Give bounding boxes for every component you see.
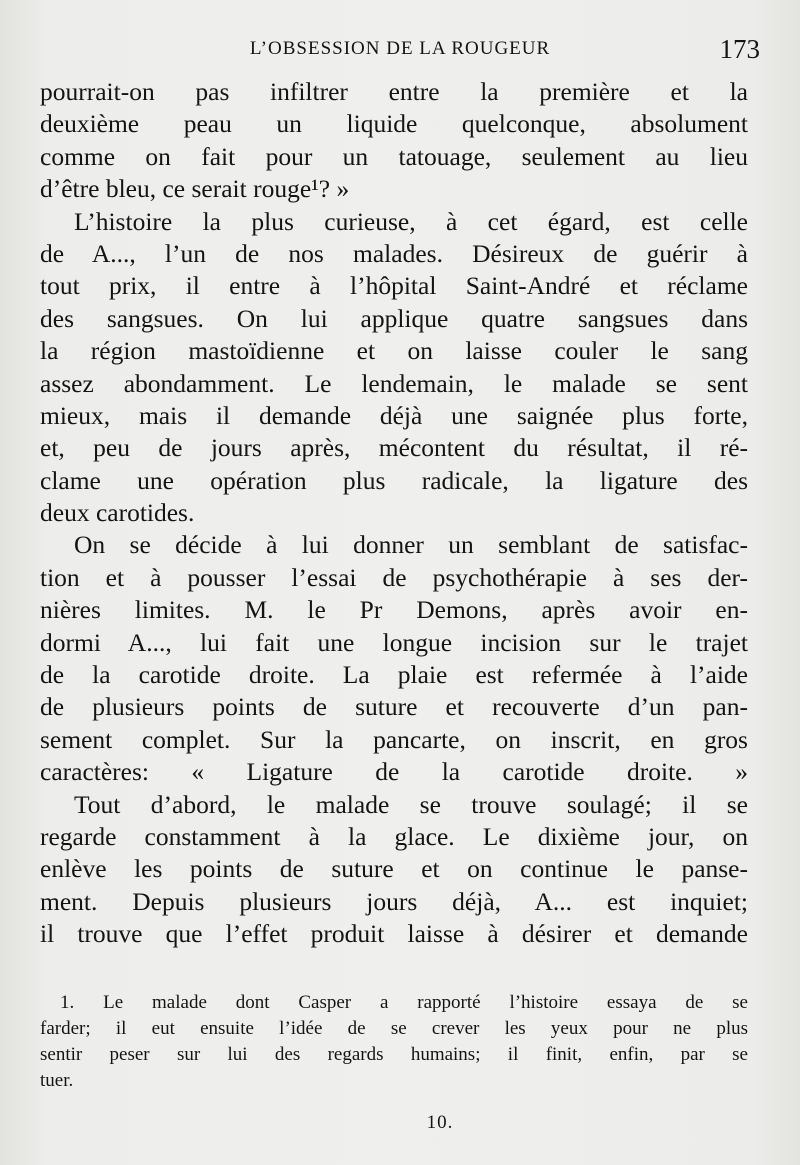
text-line: caractères: « Ligature de la carotide droite. » bbox=[40, 757, 748, 787]
signature-mark: 10. bbox=[426, 1112, 454, 1133]
footnote-line: farder; il eut ensuite l’idée de se crever les yeux pour ne plus bbox=[40, 1018, 748, 1039]
footnote-line: 1. Le malade dont Casper a rapporté l’histoire essaya de se bbox=[60, 992, 748, 1013]
text-line: la région mastoïdienne et on laisse couler le sang bbox=[40, 336, 748, 366]
body-text bbox=[40, 76, 748, 951]
text-line: tout prix, il entre à l’hôpital Saint-André et réclame bbox=[40, 271, 748, 301]
text-line: dormi A..., lui fait une longue incision sur le trajet bbox=[40, 627, 748, 657]
text-line: regarde constamment à la glace. Le dixième jour, on bbox=[40, 821, 748, 851]
running-title: L’OBSESSION DE LA ROUGEUR bbox=[249, 38, 551, 59]
paragraph-first-line: Tout d’abord, le malade se trouve soulagé; il se bbox=[74, 789, 748, 819]
footnotes bbox=[40, 990, 748, 1094]
page-number: 173 bbox=[719, 34, 760, 64]
text-line: clame une opération plus radicale, la ligature des bbox=[40, 465, 748, 495]
running-head bbox=[40, 36, 760, 66]
text-line: ment. Depuis plusieurs jours déjà, A... est inquiet; bbox=[40, 886, 748, 916]
text-line: sement complet. Sur la pancarte, on inscrit, en gros bbox=[40, 724, 748, 754]
footnote-line: tuer. bbox=[40, 1070, 74, 1091]
text-line: mieux, mais il demande déjà une saignée plus forte, bbox=[40, 400, 748, 430]
text-line: nières limites. M. le Pr Demons, après avoir en- bbox=[40, 595, 748, 625]
text-line: et, peu de jours après, mécontent du résultat, il ré- bbox=[40, 433, 748, 463]
paragraph-first-line: L’histoire la plus curieuse, à cet égard, est celle bbox=[74, 206, 748, 236]
text-line: comme on fait pour un tatouage, seulement au lieu bbox=[40, 141, 748, 171]
text-line: deux carotides. bbox=[40, 498, 195, 528]
text-line: d’être bleu, ce serait rouge¹? » bbox=[40, 174, 350, 204]
text-line: il trouve que l’effet produit laisse à désirer et demande bbox=[40, 919, 748, 949]
text-line: enlève les points de suture et on continue le panse- bbox=[40, 854, 748, 884]
text-line: de la carotide droite. La plaie est refermée à l’aide bbox=[40, 660, 748, 690]
text-line: assez abondamment. Le lendemain, le malade se sent bbox=[40, 368, 748, 398]
text-line: pourrait-on pas infiltrer entre la première et la bbox=[40, 77, 748, 106]
footnote-line: sentir peser sur lui des regards humains; il finit, enfin, par se bbox=[40, 1044, 748, 1065]
text-line: des sangsues. On lui applique quatre sangsues dans bbox=[40, 303, 748, 333]
text-line: tion et à pousser l’essai de psychothérapie à ses der- bbox=[40, 562, 748, 592]
paragraph-first-line: On se décide à lui donner un semblant de satisfac- bbox=[74, 530, 748, 560]
text-line: de plusieurs points de suture et recouverte d’un pan- bbox=[40, 692, 748, 722]
text-line: de A..., l’un de nos malades. Désireux de guérir à bbox=[40, 238, 748, 268]
text-line: deuxième peau un liquide quelconque, absolument bbox=[40, 109, 748, 139]
